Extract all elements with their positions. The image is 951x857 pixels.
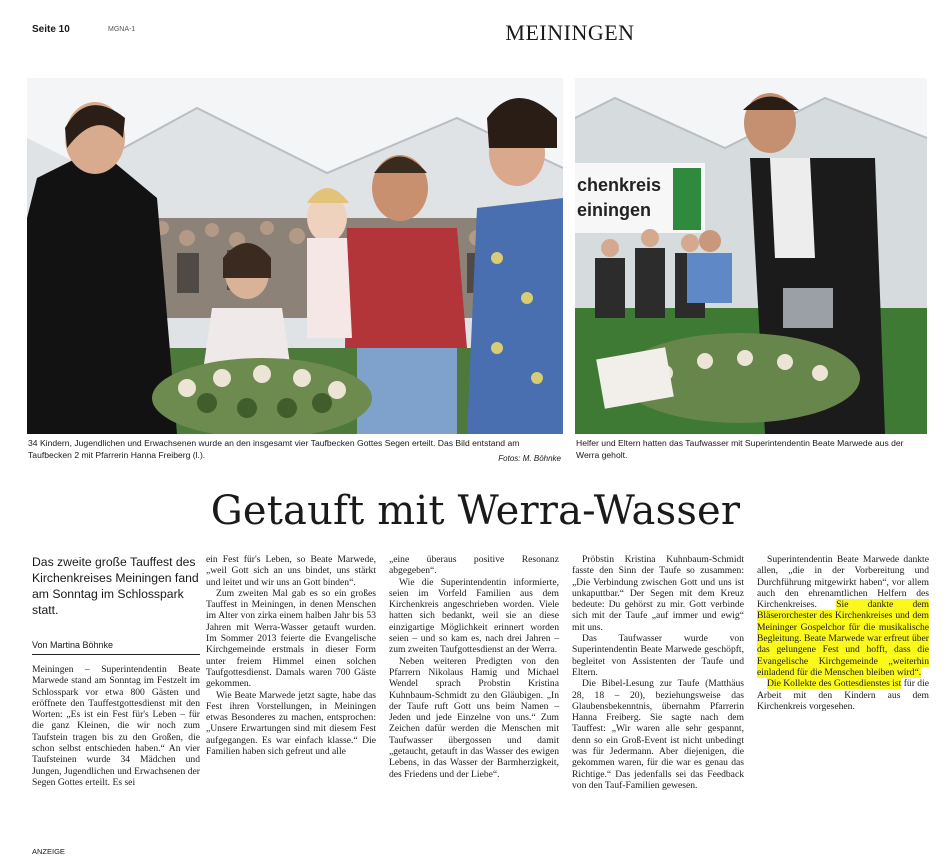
paragraph-thanks [757, 554, 929, 678]
edition-code: MGNA-1 [108, 26, 136, 33]
photo-caption-left: 34 Kindern, Jugendlichen und Erwachsenen wurde an den insgesamt vier Taufbecken Gottes Segen erteilt. Das Bild entstand am Taufbecken 2 mit Pfarrerin Hanna Freiberg (l.). [28, 438, 520, 460]
advertisement-label: ANZEIGE [32, 847, 65, 856]
paragraph-collection [757, 678, 929, 712]
page-number: Seite 10 [32, 24, 70, 35]
article-column-5 [757, 554, 929, 712]
paragraph-water: Das Taufwasser wurde von Superintendentin Beate Marwede geschöpft, begleitet von Assistenten der Taufe und Eltern. [572, 633, 744, 678]
paragraph-intro-cont: ein Fest für's Leben, so Beate Marwede, „weil Gott sich an uns bindet, uns stärkt und leitet und wir uns an Gott binden“. [206, 554, 376, 588]
article-teaser: Das zweite große Tauffest des Kirchenkreises Meiningen fand am Sonntag im Schlosspark statt. [32, 555, 199, 617]
paragraph-second-fest: Zum zweiten Mal gab es so ein großes Tauffest in Meiningen, in denen Menschen im Alter von zirka einem halben Jahr bis 53 Jahren mit Werra-Wasser getauft wurden. Im Sommer 2013 feierte die Evangelische Kirchgemeinde erstmals in dieser Form unter freiem Himmel einen solchen Taufgottesdienst. Damals waren 700 Gäste gekommen. [206, 587, 376, 690]
article-column-1 [32, 664, 200, 788]
photo-credit: Fotos: M. Böhnke [498, 454, 561, 463]
photo-caption-right: Helfer und Eltern hatten das Taufwasser mit Superintendentin Beate Marwede aus der Werra geholt. [576, 438, 904, 460]
article-column-4 [572, 554, 744, 791]
article-byline: Von Martina Böhnke [32, 640, 200, 655]
paragraph-invitations: Wie die Superintendentin informierte, seien im Vorfeld Familien aus dem Kirchenkreis angeschrieben worden. Viele hatten sich bedankt, weil sie an diese einzigartige Möglichkeit erinnert worden seien – und so kam es, nach drei Jahren – zum zweiten Taufgottesdienst an der Werra. [389, 576, 559, 656]
paragraph-intro: Meiningen – Superintendentin Beate Marwede stand am Sonntag im Festzelt im Schlosspark vor etwa 800 Gästen und eröffnete den Tauffestgottesdienst mit den Worten: „Es ist ein Fest für's Leben – für die ganz Kleinen, die wir noch zum Taufstein tragen bis zu den Großen, die schon selbst entschieden haben.“ An vier Taufsteinen wurde 34 Mädchen und Jungen, Jugendlichen und Erwachsenen der Segen Gottes erteilt. Es sei [32, 664, 200, 788]
paragraph-meaning: Pröbstin Kristina Kuhnbaum-Schmidt fasste den Sinn der Taufe so zusammen: „Die Verbindung zwischen Gott und uns ist unkaputtbar.“ Der Segen mit dem Kreuz bedeute: Du gehörst zu mir. Gott verbinde sich mit der Taufe „auf immer und ewig“ mit uns. [572, 554, 744, 633]
paragraph-reading: Die Bibel-Lesung zur Taufe (Matthäus 28, 18 – 20), beziehungsweise das Glaubensbekenntnis, übernahm Pfarrerin Hanna Freiberg. Sie sagte nach dem Tauffest: „Wir waren alle sehr gespannt, denn so ein Groß-Event ist nicht unbedingt was für Jedermann. Aber diejenigen, die gekommen waren, für die war es genau das Richtige.“ Das jedenfalls sei das Feedback von den Tauf-Familien gewesen. [572, 678, 744, 791]
paragraph-resonance: „eine überaus positive Resonanz abgegeben“. [389, 554, 559, 577]
paragraph-sermons: Neben weiteren Predigten von den Pfarrern Nikolaus Hamig und Michael Wendel sprach Probstin Kristina Kuhnbaum-Schmidt zu den Gläubigen. „In der Taufe ruft Gott uns beim Namen – Jeden und jede Einzelne von uns.“ Zum Zeichen dafür werden die Menschen mit Taufwasser übergossen und damit „getaucht, getauft in das Wasser des ewigen Lebens, in das Wasser der Barmherzigkeit, des Friedens und der Liebe“. [389, 655, 559, 780]
article-headline: Getauft mit Werra-Wasser [210, 488, 741, 534]
highlighted-thanks: Sie dankte dem Bläserorchester des Kirchenkreises und dem Meininger Gospelchor für die musikalische Begleitung. Beate Marwede war erfreut über das gelungene Fest und hofft, dass die Evangelische Kirchgemeinde „weiterhin einladend für die Menschen bleiben wird“. [757, 599, 929, 678]
baptism-photo-left [27, 78, 563, 434]
article-column-2 [206, 554, 376, 757]
banner-line-2: einingen [577, 200, 652, 220]
article-column-3 [389, 554, 559, 780]
paragraph-collection-text: für die Arbeit mit den Kindern aus dem Kirchenkreis vorgesehen. [757, 678, 930, 712]
highlighted-collection: Die Kollekte des Gottesdienstes ist [767, 678, 902, 690]
banner-line-1: chenkreis [577, 175, 662, 195]
section-title: MEININGEN [505, 20, 635, 45]
baptism-photo-right [575, 78, 927, 434]
paragraph-thanks-text: Superintendentin Beate Marwede dankte allen, „die in der Vorbereitung und Durchführung mitgewirkt haben“, vor allem auch den ehrenamtlichen Helfern des Kirchenkreises. [757, 554, 929, 611]
paragraph-expectations: Wie Beate Marwede jetzt sagte, habe das Fest ihren Vorstellungen, in Meiningen etwas Besonderes zu machen, entsprochen: „Unsere Erwartungen sind mit diesem Fest aufgegangen. Es war einfach klasse.“ Die Familien haben sich gefreut und alle [206, 689, 376, 758]
